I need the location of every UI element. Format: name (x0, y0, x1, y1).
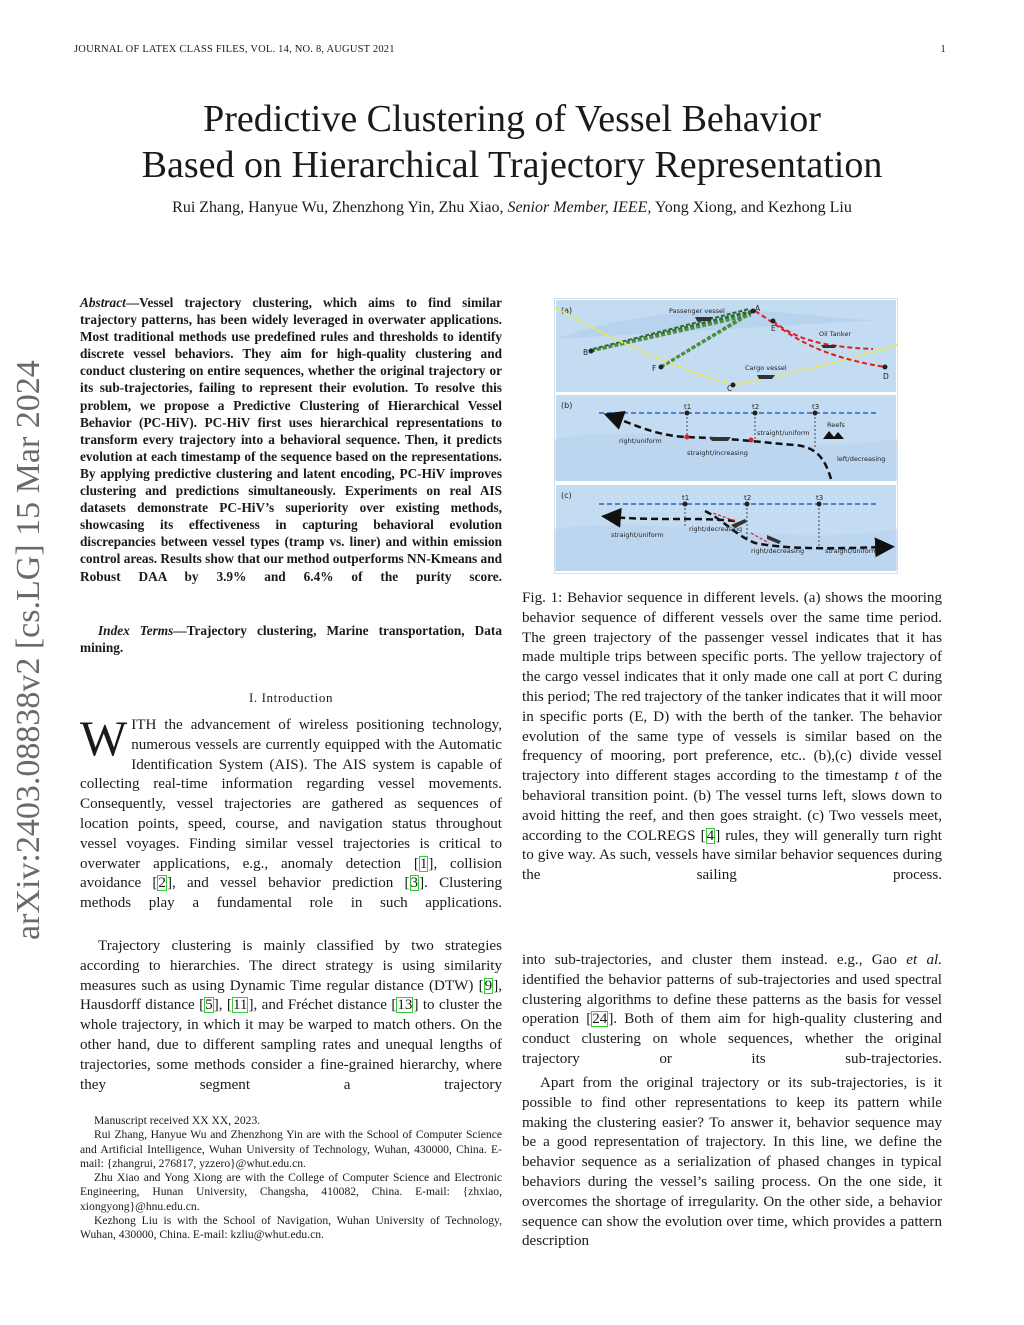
right-p1-text-b: identified the behavior patterns of sub-trajectories and used spectral clustering algorithms to define these patterns as the basis for vessel operation (522, 971, 942, 1028)
citation-5[interactable]: 5 (205, 997, 213, 1014)
port-f-label: F (652, 364, 657, 373)
figure-1-graphic (555, 299, 897, 573)
right-p2-text: Apart from the original trajectory or its sub-trajectories, is it possible to find other representations to keep its pattern while making the clustering easier? To answer it, behavior sequence may be a good representation of trajectory. In this line, we define the behavior sequence as a serialization of phased changes in typical behaviors during the vessel’s sailing process. On the one side, it overcomes the shortage of irregularity. On the other side, a behavior sequence can show the evolution over time, which provides a pattern description (522, 1075, 942, 1250)
panel-c-label: (c) (561, 491, 572, 500)
b-right-uniform-label: right/uniform (619, 437, 662, 445)
c-t1-label: t1 (682, 494, 690, 502)
footnote-affiliation-2: Zhu Xiao and Yong Xiong are with the College of Computer Science and Electronic Engineering, Hunan University, Changsha, 410082, China. E-mail: {zhxiao, xiongyong}@hnu.edu.cn. (80, 1171, 502, 1213)
c-straight-uniform-right-label: straight/uniform (825, 547, 878, 555)
right-p1-text-c: . Both of them aim for high-quality clustering and conduct clustering on whole sequences, whether the original trajectory or its sub-trajectories. (522, 1011, 942, 1067)
authors-part-a: Rui Zhang, Hanyue Wu, Zhenzhong Yin, Zhu Xiao, (172, 199, 508, 216)
c-t3-label: t3 (816, 494, 824, 502)
b-t1-label: t1 (684, 403, 692, 411)
intro-paragraph-2: Trajectory clustering is mainly classified by two strategies according to hierarchies. The direct strategy is using similarity measures such as using Dynamic Time regular distance (DTW) [9], Hausdorff distance [5], [11], and Fréchet distance [13] to cluster the whole trajectory, in which it may be warped to match others. On the other hand, due to different sampling rates and unequal lengths of trajectories, some methods consider a fine-grained hierarchy, where they segment a trajectory (80, 938, 503, 1093)
title-line-1: Predictive Clustering of Vessel Behavior (203, 98, 821, 140)
title-line-2: Based on Hierarchical Trajectory Representation (141, 144, 883, 186)
port-b-marker (589, 349, 594, 354)
running-head: JOURNAL OF LATEX CLASS FILES, VOL. 14, NO. 8, AUGUST 2021 (74, 44, 395, 55)
right-p1-etal: et al. (906, 952, 942, 968)
index-terms-label: Index Terms (98, 623, 174, 638)
tanker-ship-icon (821, 345, 837, 348)
panel-b-label: (b) (561, 401, 573, 410)
abstract-label: Abstract (80, 295, 126, 310)
abstract (80, 294, 502, 585)
port-a-label: A (755, 304, 761, 313)
c-straight-uniform-left-label: straight/uniform (611, 531, 664, 539)
abstract-text: —Vessel trajectory clustering, which aims to find similar trajectory patterns, has been widely leveraged in overwater applications. Most traditional methods use predefined rules and thresholds to identify discrete vessel behaviors. They aim for high-quality clustering and conduct clustering on entire sequences, whether the original trajectory or its sub-trajectories, failing to represent their evolution. To resolve this problem, we propose a Predictive Clustering of Hierarchical Vessel Behavior (PC-HiV). PC-HiV first uses hierarchical representations to transform every trajectory into a behavioral sequence. Then, it predicts evolution at each timestamp of the sequence based on the representations. By applying predictive clustering and latent encoding, PC-HiV improves clustering and predictions simultaneously. Experiments on real AIS datasets demonstrate PC-HiV’s superiority over existing methods, showcasing its effectiveness in capturing behavioral evolution discrepancies between vessel types (tramp vs. liner) and within emission control areas. Results show that our method outperforms NN-Kmeans and Robust DAA by 3.9% and 6.4% of the purity score. (80, 295, 502, 584)
oil-tanker-label: Oil Tanker (819, 330, 851, 338)
citation-9[interactable]: 9 (484, 977, 493, 994)
citation-3[interactable]: 3 (410, 875, 419, 892)
intro-p1-text-a: ITH the advancement of wireless positioning technology, numerous vessels are currently equipped with the Automatic Identification System (AIS). The AIS system is capable of collecting real-time information regarding vessel movements. Consequently, vessel trajectories are gathered as sequences of location points, speed, course, and navigation status throughout vessel voyages. Finding similar vessel trajectories is critical to overwater applications, e.g., anomaly detection (80, 717, 502, 872)
footnotes (80, 1114, 502, 1243)
port-f-marker (659, 365, 664, 370)
intro-p2-text-d: , and Fréchet distance (253, 997, 392, 1014)
reefs-label: Reefs (827, 421, 845, 429)
citation-1[interactable]: 1 (419, 855, 428, 872)
footnote-affiliation-1: Rui Zhang, Hanyue Wu and Zhenzhong Yin are with the School of Computer Science and Artificial Intelligence, Wuhan University of Technology, Wuhan, 430000, China. E-mail: {zhangrui, 276817, yzzero}@whut.edu.cn. (80, 1128, 502, 1170)
intro-p1-text-d: . Clustering methods play a fundamental role in such applications. (80, 875, 502, 912)
c-right-decreasing-bottom-label: right/decreasing (751, 547, 805, 555)
caption-text-a: Fig. 1: Behavior sequence in different levels. (a) shows the mooring behavior sequence of different vessels over the same time period. The green trajectory of the passenger vessel indicates that it has made multiple trips between specific ports. The yellow trajectory of the cargo vessel indicates that it only made one call at port C during this period; The red trajectory of the tanker indicates that it will moor in specific ports (E, D) with the berth of the tanker. The behavior evolution of the same type of vessels is similar based on the frequency of mooring, port preference, etc.. (b),(c) divide vessel trajectory into different stages according to the timestamp (522, 590, 942, 785)
footnote-manuscript: Manuscript received XX XX, 2023. (94, 1114, 261, 1127)
caption-text-b: of the behavioral transition point. (b) The vessel turns left, slows down to avoid hitting the reef, and then goes straight. (c) Two vessels meet, according to the COLREGS (522, 768, 942, 844)
page-number: 1 (940, 44, 946, 55)
authors-part-b: Yong Xiong, and Kezhong Liu (651, 199, 852, 216)
section-heading: I. Introduction (248, 690, 334, 705)
intro-p2-text-e: to cluster the whole trajectory, in which it may be warped to match others. On the other hand, due to different sampling rates and unequal lengths of trajectories, some methods consider a fine-grained hierarchy, where they segment a trajectory (80, 997, 503, 1093)
figure-1-caption: Fig. 1: Behavior sequence in different levels. (a) shows the mooring behavior sequence of different vessels over the same time period. The green trajectory of the passenger vessel indicates that it has made multiple trips between specific ports. The yellow trajectory of the cargo vessel indicates that it only made one call at port C during this period; The red trajectory of the tanker indicates that it will moor in specific ports (E, D) with the berth of the tanker. The behavior evolution of the same type of vessels is similar based on the frequency of mooring, port preference, etc.. (b),(c) divide vessel trajectory into different stages according to the timestamp t of the behavioral transition point. (b) The vessel turns left, slows down to avoid hitting the reef, and then goes straight. (c) Two vessels meet, according to the COLREGS [4] rules, they will generally turn right to give way. As such, vessels have similar behavior sequences during the sailing process. (522, 590, 942, 884)
intro-paragraph-1: WITH the advancement of wireless positioning technology, numerous vessels are currently equipped with the Automatic Identification System (AIS). The AIS system is capable of collecting real-time information regarding vessel movements. Consequently, vessel trajectories are gathered as sequences of location points, speed, course, and navigation status throughout vessel voyages. Finding similar vessel trajectories is critical to overwater applications, e.g., anomaly detection [1], collision avoidance [2], and vessel behavior prediction [3]. Clustering methods play a fundamental role in such applications. (80, 710, 502, 912)
b-t3-label: t3 (812, 403, 820, 411)
cargo-ship-icon (757, 375, 775, 379)
citation-24[interactable]: 24 (592, 1011, 608, 1028)
b-straight-increasing-label: straight/increasing (687, 449, 748, 457)
running-header (74, 44, 946, 55)
passenger-ship-icon (695, 317, 713, 321)
port-c-label: C (727, 384, 733, 393)
citation-2[interactable]: 2 (158, 875, 166, 892)
b-left-decreasing-label: left/decreasing (837, 455, 886, 463)
index-terms (80, 622, 502, 656)
paper-title (60, 96, 964, 188)
panel-b-ship-icon (709, 437, 731, 441)
caption-t-symbol: t (894, 768, 899, 785)
intro-p2-text-a: Trajectory clustering is mainly classified by two strategies according to hierarchies. The direct strategy is using similarity measures such as using Dynamic Time regular distance (DTW) (80, 938, 502, 994)
c-t2-label: t2 (744, 494, 752, 502)
arxiv-identifier: arXiv:2403.08838v2 [cs.LG] 15 Mar 2024 (10, 360, 47, 940)
port-e-label: E (771, 324, 776, 333)
author-membership: Senior Member, IEEE, (507, 199, 652, 216)
author-list (60, 199, 964, 217)
figure-1 (554, 298, 898, 574)
right-p1-text-a: into sub-trajectories, and cluster them instead. e.g., Gao (522, 952, 907, 968)
footnote-affiliation-3: Kezhong Liu is with the School of Navigation, Wuhan University of Technology, Wuhan, 430000, China. E-mail: kzliu@whut.edu.cn. (80, 1214, 502, 1242)
port-b-label: B (583, 348, 589, 357)
citation-4[interactable]: 4 (706, 827, 715, 844)
intro-p1-text-b: , collision avoidance (80, 855, 502, 892)
citation-11[interactable]: 11 (232, 997, 248, 1014)
c-right-decreasing-top-label: right/decreasing (689, 525, 743, 533)
b-straight-uniform-label: straight/uniform (757, 429, 810, 437)
intro-p1-text-c: , and vessel behavior prediction (172, 875, 405, 892)
intro-p2-text-c: , (218, 997, 227, 1014)
right-paragraph-1: into sub-trajectories, and cluster them instead. e.g., Gao et al. identified the behavior patterns of sub-trajectories and used spectral clustering algorithms to define these patterns as the basis for vessel operation [24]. Both of them aim for high-quality clustering and conduct clustering on whole sequences, whether the original trajectory or its sub-trajectories. (522, 952, 942, 1067)
port-d-label: D (883, 372, 889, 381)
citation-13[interactable]: 13 (397, 997, 413, 1014)
index-terms-text: —Trajectory clustering, Marine transportation, Data mining. (80, 623, 502, 656)
passenger-vessel-label: Passenger vessel (669, 307, 725, 315)
drop-cap: W (80, 710, 128, 766)
caption-text-c: rules, they will generally turn right to give way. As such, vessels have similar behavior sequences during the sailing process. (522, 827, 942, 884)
intro-p2-text-b: , Hausdorff distance (80, 977, 502, 1014)
b-t2-label: t2 (752, 403, 760, 411)
right-paragraph-2 (522, 1074, 942, 1252)
panel-a-label: (a) (561, 306, 573, 315)
cargo-vessel-label: Cargo vessel (745, 364, 787, 372)
port-d-marker (883, 365, 888, 370)
port-e-marker (771, 319, 776, 324)
